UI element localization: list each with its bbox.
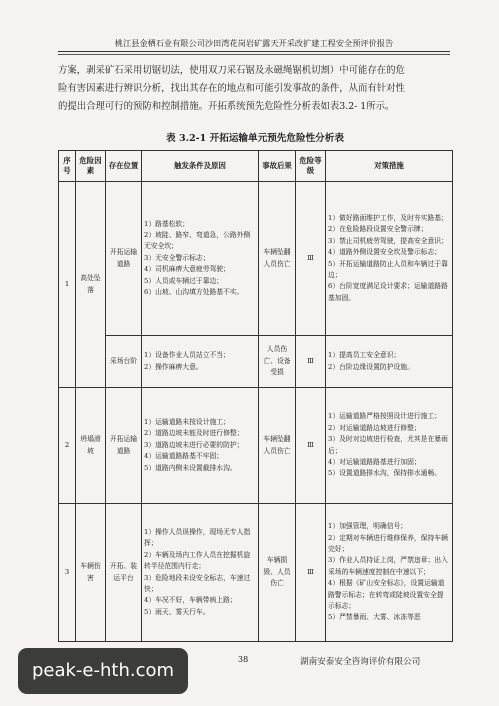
- header-measures: 对策措施: [326, 151, 453, 182]
- row-level: Ⅲ: [296, 182, 326, 336]
- header-rule-thin: [58, 54, 450, 55]
- row-causes: [142, 336, 259, 388]
- table-row: [59, 182, 453, 336]
- cause-item: 1）运输道路未按设计施工；: [144, 417, 230, 426]
- header-factor: 危险因素: [76, 151, 106, 182]
- row-factor: 车辆伤害: [76, 504, 106, 642]
- cause-item: 2）坡陡、路窄、弯道急，公路外侧无安全坎；: [144, 230, 251, 251]
- cause-item: 1）操作人员误操作，现场无专人指挥；: [144, 527, 251, 548]
- cause-item: 1）设备作业人员站立不当；: [144, 351, 230, 360]
- measure-item: 5）严禁暴雨、大雾、冰冻等恶: [328, 613, 421, 622]
- measure-item: 2）台阶边缘设置防护设施。: [328, 362, 414, 371]
- measure-item: 3）作业人员持证上岗，严禁违章；出入采场的车辆速度控制在中速以下；: [328, 556, 448, 576]
- intro-line: 险有害因素进行辨识分析，找出其存在的地点和可能引发事故的条件，从而有针对性: [58, 83, 405, 94]
- cause-item: 6）山坡、山沟填方处路基不实。: [144, 288, 244, 297]
- measure-item: 1）提高员工安全意识；: [328, 351, 401, 360]
- row-factor: 坍塌滑坡: [76, 388, 106, 504]
- table-caption: 表 3.2-1 开拓运输单元预先危险性分析表: [166, 133, 344, 144]
- row-level: Ⅲ: [296, 336, 326, 388]
- measure-item: 1）加强管理，明确信号；: [328, 522, 408, 531]
- table-row: [59, 388, 453, 504]
- intro-line: 方案，剥采矿石采用切锯切法，使用双刀采石锯及永磁绳锯机切割）中可能存在的危: [58, 65, 405, 76]
- cause-item: 2）道路边坡未能及时进行修整；: [144, 429, 244, 438]
- row-consequence: 车辆损毁、人员伤亡: [259, 504, 296, 642]
- table-header-row: [59, 151, 453, 182]
- row-measures: [326, 182, 453, 336]
- cause-item: 4）司机麻痹大意疲劳驾驶；: [144, 265, 230, 274]
- row-causes: [142, 182, 259, 336]
- cause-item: 4）运输道路路基不牢固；: [144, 452, 224, 461]
- row-measures: [326, 388, 453, 504]
- row-location: 开拓运输道路: [106, 182, 142, 336]
- header-consequence: 事故后果: [259, 151, 296, 182]
- row-level: Ⅲ: [296, 504, 326, 642]
- row-consequence: 车辆坠翻人员伤亡: [259, 182, 296, 336]
- measure-item: 3）禁止司机疲劳驾驶，提高安全意识；: [328, 236, 448, 245]
- header-location: 存在位置: [106, 151, 142, 182]
- cause-item: 5）道路内侧未设置截排水沟。: [144, 463, 237, 472]
- row-no: 3: [59, 504, 76, 642]
- row-factor: 高处坠落: [76, 182, 106, 388]
- footer-company: 湖南安泰安全咨询评价有限公司: [300, 657, 421, 667]
- measure-item: 4）根据《矿山安全标志》，设置运输道路警示标志；在转弯或陡坡设置安全提示标志；: [328, 579, 445, 611]
- row-causes: [142, 388, 259, 504]
- row-causes: [142, 504, 259, 642]
- row-no: 2: [59, 388, 76, 504]
- cause-item: 2）操作麻痹大意。: [144, 362, 203, 371]
- row-measures: [326, 504, 453, 642]
- hazard-analysis-table: [58, 150, 453, 642]
- cause-item: 2）车辆及场内工作人员在挖掘机旋转半径范围内行走；: [144, 550, 251, 571]
- page-header: 桃江县金栖石业有限公司沙田湾花岗岩矿露天开采改扩建工程安全预评价报告: [114, 38, 394, 48]
- row-no: 1: [59, 182, 76, 388]
- cause-item: 3）危险地段未设安全标志，车速过快；: [144, 573, 251, 593]
- measure-item: 6）台阶宽度满足设计要求；运输道路路基加固。: [328, 282, 448, 302]
- measure-item: 5）开拓运输道路防止人员和车辆过于靠边；: [328, 259, 448, 279]
- cause-item: 5）人员或车辆过于靠边；: [144, 276, 224, 285]
- table-row: [59, 504, 453, 642]
- measure-item: 2）在危险路段设置安全警示牌；: [328, 225, 428, 234]
- row-consequence: 人员伤亡、设备受损: [259, 336, 296, 388]
- cause-item: 1）路基松软；: [144, 219, 190, 228]
- row-measures: [326, 336, 453, 388]
- measure-item: 3）及时对边坡进行检查，尤其是在暴雨后；: [328, 435, 448, 455]
- measure-item: 2）对运输道路边坡进行修整；: [328, 423, 421, 432]
- cause-item: 5）雨天、雾天行车。: [144, 607, 210, 616]
- measure-item: 5）设置道路排水沟，保持排水通畅。: [328, 469, 442, 478]
- measure-item: 1）运输道路严格按照设计进行施工；: [328, 412, 442, 421]
- table-row: [59, 336, 453, 388]
- page-number: 38: [238, 655, 249, 664]
- header-rule: [58, 51, 450, 52]
- cause-item: 3）道路边坡未进行必要的防护；: [144, 440, 244, 449]
- measure-item: 1）做好路面维护工作，及时夯实路基；: [328, 213, 448, 222]
- measure-item: 2）定期对车辆进行维修保养，保持车辆完好；: [328, 533, 448, 553]
- header-causes: 触发条件及原因: [142, 151, 259, 182]
- measure-item: 4）对运输道路路基进行加固；: [328, 457, 421, 466]
- measure-item: 4）道路外侧设置安全坎及警示标志；: [328, 248, 442, 257]
- row-location: 开拓、装运平台: [106, 504, 142, 642]
- cause-item: 4）车况不好，车辆带病上路；: [144, 596, 237, 605]
- intro-line: 的提出合理可行的预防和控制措施。开拓系统预先危险性分析表如表3.2- 1所示。: [58, 101, 395, 112]
- header-level: 危险等级: [296, 151, 326, 182]
- row-level: Ⅲ: [296, 388, 326, 504]
- row-location: 采场台阶: [106, 336, 142, 388]
- header-no: 序号: [59, 151, 76, 182]
- site-watermark: peak-e-hth.com: [18, 648, 188, 694]
- cause-item: 3）无安全警示标志；: [144, 253, 210, 262]
- row-location: 开拓运输道路: [106, 388, 142, 504]
- row-consequence: 车辆坠翻人员伤亡: [259, 388, 296, 504]
- intro-paragraph: [58, 62, 452, 116]
